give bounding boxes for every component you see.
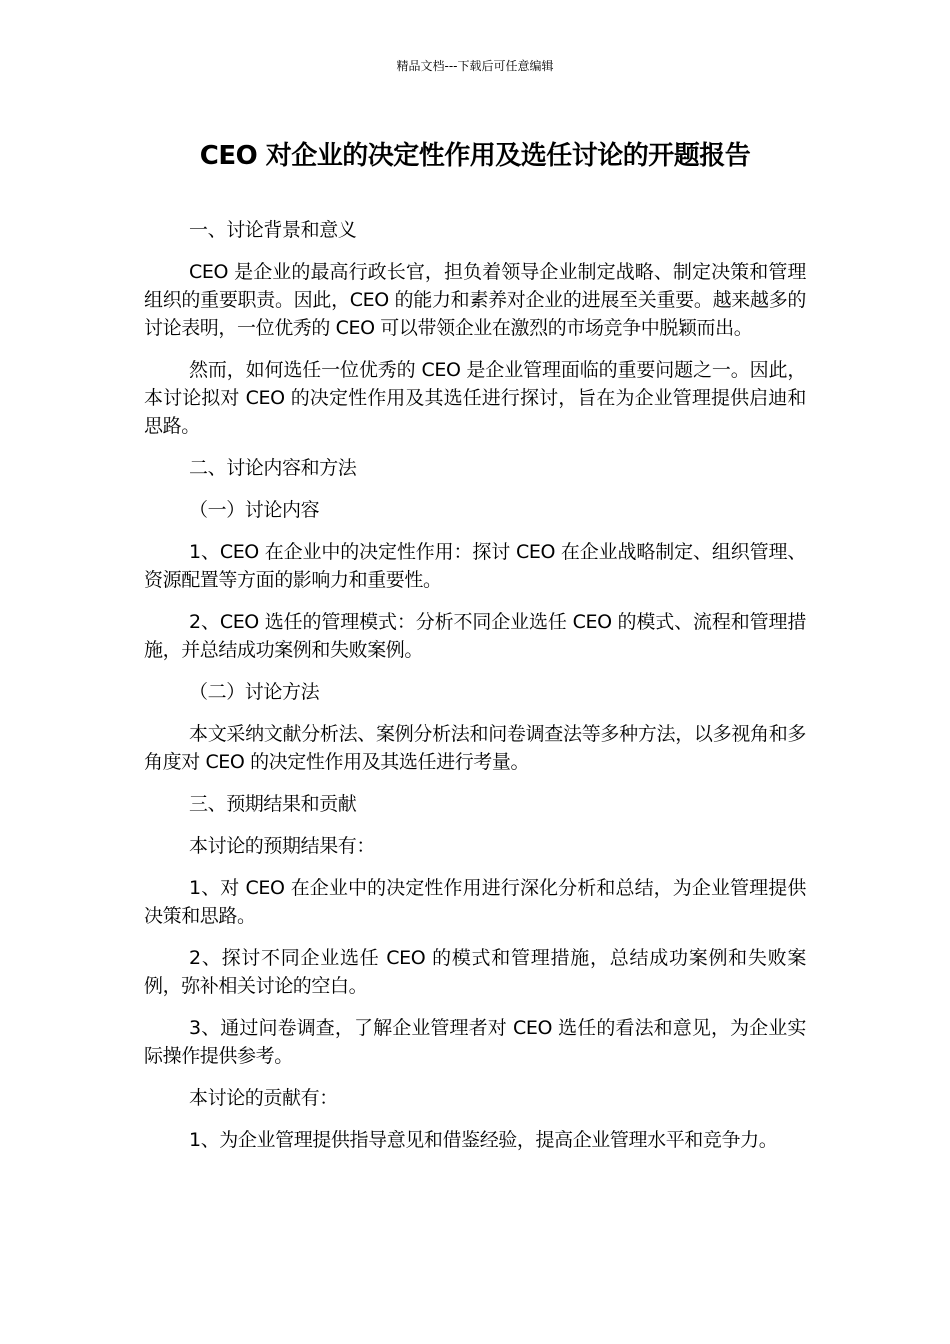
paragraph-method: 本文采纳文献分析法、案例分析法和问卷调查法等多种方法，以多视角和多角度对 CEO 的决定性作用及其选任进行考量。	[144, 723, 806, 773]
subsection-heading-method: （二）讨论方法	[189, 681, 320, 703]
document-body	[144, 216, 806, 1168]
list-item-contribution-1: 1、为企业管理提供指导意见和借鉴经验，提高企业管理水平和竞争力。	[189, 1129, 778, 1151]
section-heading-results: 三、预期结果和贡献	[189, 793, 357, 815]
section-heading-content-method: 二、讨论内容和方法	[189, 457, 357, 479]
list-item-content-2: 2、CEO 选任的管理模式：分析不同企业选任 CEO 的模式、流程和管理措施，并总结成功案例和失败案例。	[144, 611, 806, 661]
paragraph-contributions-intro: 本讨论的贡献有：	[189, 1087, 338, 1109]
paragraph-expected-results-intro: 本讨论的预期结果有：	[189, 835, 376, 857]
paragraph-ceo-role: CEO 是企业的最高行政长官，担负着领导企业制定战略、制定决策和管理组织的重要职责。因此，CEO 的能力和素养对企业的进展至关重要。越来越多的讨论表明，一位优秀的 CEO 可以带领企业在激烈的市场竞争中脱颖而出。	[144, 261, 806, 339]
list-item-result-2: 2、探讨不同企业选任 CEO 的模式和管理措施，总结成功案例和失败案例，弥补相关讨论的空白。	[144, 947, 806, 997]
subsection-heading-content: （一）讨论内容	[189, 499, 320, 521]
list-item-result-3: 3、通过问卷调查，了解企业管理者对 CEO 选任的看法和意见，为企业实际操作提供参考。	[144, 1017, 806, 1067]
paragraph-selection-problem: 然而，如何选任一位优秀的 CEO 是企业管理面临的重要问题之一。因此，本讨论拟对 CEO 的决定性作用及其选任进行探讨，旨在为企业管理提供启迪和思路。	[144, 359, 806, 437]
section-heading-background: 一、讨论背景和意义	[189, 219, 357, 241]
list-item-result-1: 1、对 CEO 在企业中的决定性作用进行深化分析和总结，为企业管理提供决策和思路。	[144, 877, 806, 927]
document-title: CEO 对企业的决定性作用及选任讨论的开题报告	[199, 141, 751, 171]
list-item-content-1: 1、CEO 在企业中的决定性作用：探讨 CEO 在企业战略制定、组织管理、资源配置等方面的影响力和重要性。	[144, 541, 806, 591]
header-note: 精品文档---下载后可任意编辑	[396, 59, 554, 73]
